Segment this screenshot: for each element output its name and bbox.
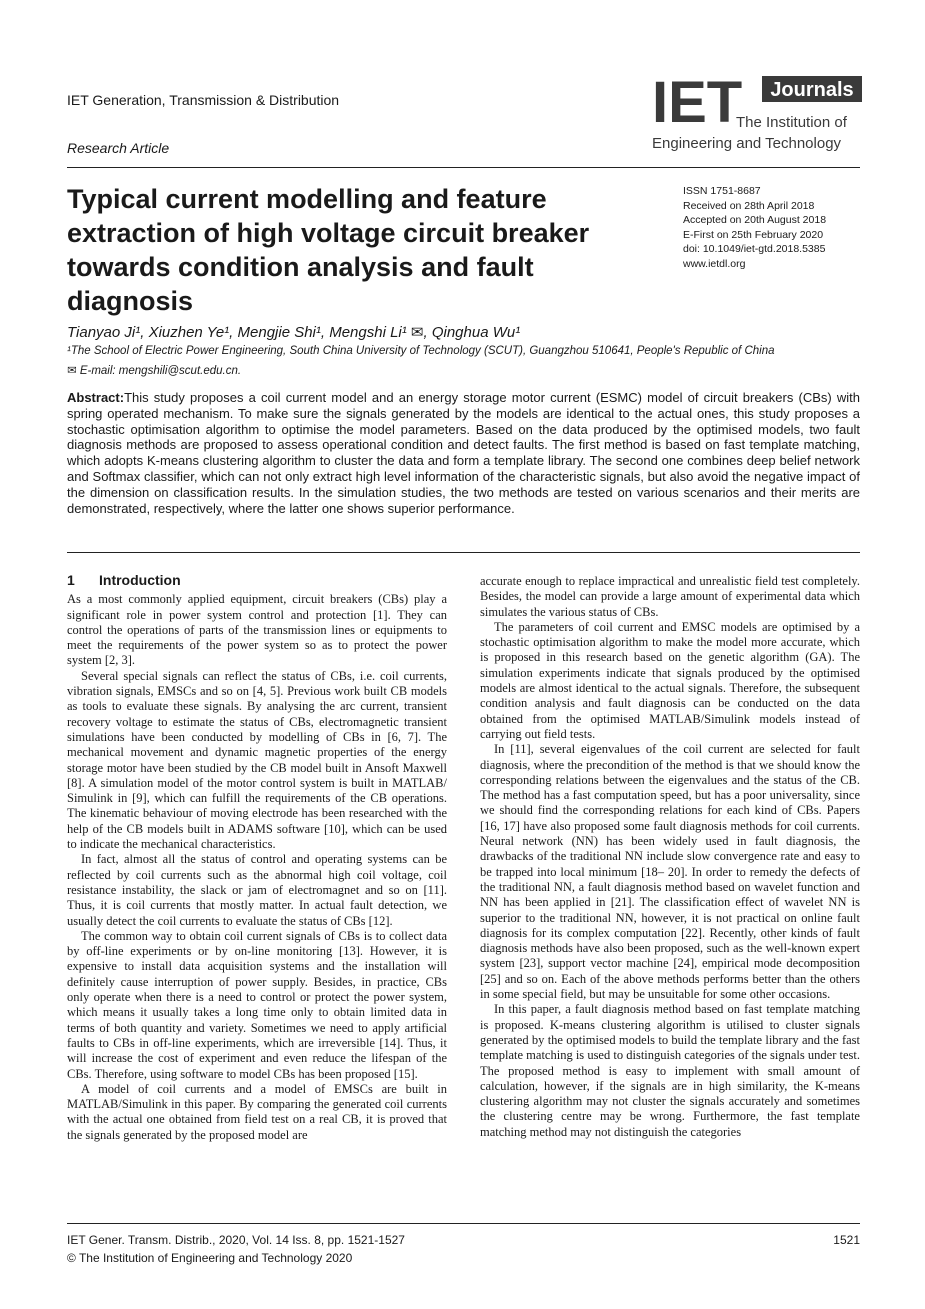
paragraph: Several special signals can reflect the status of CBs, i.e. coil currents, vibration signals, EMSCs and so on [4, 5]. Previous work built CB models as tools to evaluate these signals. By analysing the arc current, transient recovery voltage to estimate the status of CBs, electromagnetic transient simulations have been conducted by modelling of CBs in [6, 7]. The mechanical movement and dynamic magnetic properties of the energy storage motor have been studied by the CB model built in Ansoft Maxwell [8]. A simulation model of the motor control system is built in MATLAB/ Simulink in [9], which can fulfill the requirements of the CB operations. The kinematic behaviour of moving electrode has been researched with the help of the CB models built in ADAMS software [10], which can be used to indicate the mechanical characteristics. <box>67 668 447 852</box>
page-number: 1521 <box>833 1233 860 1247</box>
logo-line1: The Institution of <box>736 114 847 131</box>
affiliation: ¹The School of Electric Power Engineering, South China University of Technology (SCUT), Guangzhou 510641, People's Republic of China <box>67 345 775 357</box>
paragraph: The common way to obtain coil current signals of CBs is to collect data by off-line experiments or by on-line monitoring [13]. However, it is expensive to install data acquisition systems and the installation will definitely cause interruption of power supply. Besides, in practice, CBs only operate when there is a need to control or protect the power system, which means it usually takes a long time only to obtain limited data in terms of both quantity and variety. Sometimes we need to apply artificial faults to CBs in off-line experiments, which are irreversible [14]. Thus, it will increase the cost of experiment and even reduce the lifespan of the CBs. Therefore, using software to model CBs has been proposed [15]. <box>67 928 447 1081</box>
abstract-text: This study proposes a coil current model and an energy storage motor current (ESMC) model of circuit breakers (CBs) with spring operated mechanism. To make sure the signals generated by the models are identical to the actual ones, this study proposes a stochastic optimisation algorithm to optimise the model parameters. Based on the data produced by the optimised models, two fault diagnosis methods are proposed to assess operational condition and detect faults. The first method is based on fast template matching, which adopts K-means clustering algorithm to cluster the data and form a template library. The second one combines deep belief network and Softmax classifier, which can not only extract high level information of the characteristic signals, but also avoid the negative impact of the dimension on classification results. In the simulation studies, the two methods are tested on various scenarios and their merits are demonstrated, respectively, where the latter one shows superior performance. <box>67 390 860 516</box>
article-type: Research Article <box>67 140 170 156</box>
top-rule <box>67 167 860 168</box>
paragraph: As a most commonly applied equipment, circuit breakers (CBs) play a significant role in power system control and protection [1]. They can control the operations of parts of the transmission lines or equipments to meet the requirements of the power system so as to protect the power system [2, 3]. <box>67 592 447 668</box>
iet-journals-logo <box>652 72 862 154</box>
paragraph: In [11], several eigenvalues of the coil current are selected for fault diagnosis, where the precondition of the method is that we should know the corresponding relations between the eigenvalues and the status of the CB. The method has a fast computation speed, but has a poor universality, since we should find the corresponding relations for each kind of CBs. Papers [16, 17] have also proposed some fault diagnosis methods for coil currents. Neural network (NN) has been widely used in fault diagnosis, the drawbacks of the traditional NN include slow convergence rate and easy to be trapped into local minimum [18– 20]. In order to remedy the defects of the traditional NN, a fault diagnosis method based on wavelet function and NN has been applied in [21]. The classification effect of wavelet NN is superior to the traditional NN, however, it is not practical on online fault diagnosis for its complex computation [22]. Recently, other kinds of fault diagnosis methods have also been proposed, such as the well-known expert system [23], support vector machine [24], empirical mode decomposition [25] and so on. Each of the above methods performs better than the others in some special field, but may be unsuitable for some other occasions. <box>480 742 860 1002</box>
logo-line2: Engineering and Technology <box>652 135 842 152</box>
article-meta <box>683 184 826 271</box>
paragraph: A model of coil currents and a model of EMSCs are built in MATLAB/Simulink in this paper. By comparing the generated coil currents with the actual one obtained from field test on a real CB, it is proved that the signals generated by the proposed model are <box>67 1081 447 1142</box>
paragraph: accurate enough to replace impractical and unrealistic field test completely. Besides, the model can provide a large amount of experimental data which simulates the various status of CBs. <box>480 574 860 619</box>
paragraph: The parameters of coil current and EMSC models are optimised by a stochastic optimisation algorithm to make the model more accurate, which is proposed in this research based on the genetic algorithm (GA). The simulation experiments indicate that signals produced by the optimised models are almost identical to the actual signals. Therefore, the subsequent condition analysis and fault diagnosis can be conducted on the data obtained from the optimised MATLAB/Simulink models instead of carrying out field tests. <box>480 619 860 741</box>
footer-copyright: © The Institution of Engineering and Technology 2020 <box>67 1251 353 1265</box>
abstract-rule <box>67 552 860 553</box>
journal-name: IET Generation, Transmission & Distribution <box>67 92 340 108</box>
body-column-right <box>480 574 860 1140</box>
accepted-date: Accepted on 20th August 2018 <box>683 214 827 226</box>
body-column-left <box>67 573 447 1143</box>
abstract-label: Abstract: <box>67 390 125 405</box>
issn: ISSN 1751-8687 <box>683 185 761 197</box>
section-title: Introduction <box>99 572 181 588</box>
section-heading <box>67 573 447 588</box>
efirst-date: E-First on 25th February 2020 <box>683 228 824 241</box>
corresponding-email[interactable]: ✉ E-mail: mengshili@scut.edu.cn. <box>67 365 242 377</box>
logo-badge-text: Journals <box>770 79 854 101</box>
logo-letters: IET <box>652 72 743 135</box>
author-list: Tianyao Ji¹, Xiuzhen Ye¹, Mengjie Shi¹, Mengshi Li¹ ✉, Qinghua Wu¹ <box>67 324 521 341</box>
footer-rule <box>67 1223 860 1224</box>
paragraph: In this paper, a fault diagnosis method based on fast template matching is proposed. K-means clustering algorithm is utilised to cluster signals generated by the optimised models to build the template library and the fast template matching is used to distinguish categories of the signals under test. The proposed method is easy to implement with small amount of calculation, however, if the signals are in high similarity, the K-means clustering algorithm may not cluster the signals accurately and sometimes the clustering centre may be wrong. Furthermore, the fast template matching method may not distinguish the categories <box>480 1002 860 1139</box>
paragraph: In fact, almost all the status of control and operating systems can be reflected by coil currents such as the abnormal high coil voltage, coil resistance instability, the slack or jam of electromagnet and so on [11]. Thus, it is coil currents that mostly matter. In actual fault detection, we usually detect the coil currents to evaluate the status of CBs [12]. <box>67 852 447 928</box>
journal-url[interactable]: www.ietdl.org <box>683 257 746 270</box>
doi[interactable]: doi: 10.1049/iet-gtd.2018.5385 <box>683 243 826 255</box>
article-title: Typical current modelling and feature extraction of high voltage circuit breaker towards condition analysis and fault diagnosis <box>67 184 590 316</box>
section-number: 1 <box>67 572 75 588</box>
received-date: Received on 28th April 2018 <box>683 199 815 212</box>
footer-citation: IET Gener. Transm. Distrib., 2020, Vol. 14 Iss. 8, pp. 1521-1527 <box>67 1233 405 1247</box>
abstract <box>67 390 860 516</box>
